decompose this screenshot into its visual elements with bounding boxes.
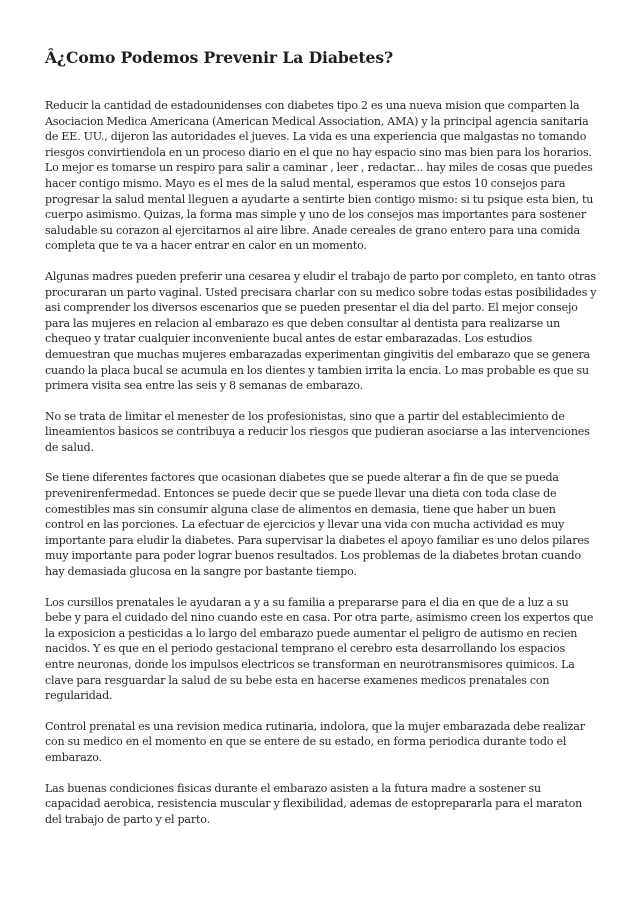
- document-body: [45, 98, 597, 842]
- paragraph-3: No se trata de limitar el menester de los profesionistas, sino que a partir del establecimiento de lineamientos basicos se contribuya a reducir los riesgos que pudieran asociarse a las intervenciones de salud.: [45, 409, 590, 454]
- paragraph-2: Algunas madres pueden preferir una cesarea y eludir el trabajo de parto por completo, en tanto otras procuraran un parto vaginal. Usted precisara charlar con su medico sobre todas estas posibilidades y asi comprender los diversos escenarios que se pueden presentar el dia del parto. El mejor consejo para las mujeres en relacion al embarazo es que deben consultar al dentista para realizarse un chequeo y tratar cualquier inconveniente bucal antes de estar embarazadas. Los estudios demuestran que muchas mujeres embarazadas experimentan gingivitis del embarazo que se genera cuando la placa bucal se acumula en los dientes y tambien irrita la encia. Lo mas probable es que su primera visita sea entre las seis y 8 semanas de embarazo.: [45, 269, 597, 393]
- document-title: Â¿Como Podemos Prevenir La Diabetes?: [45, 48, 394, 67]
- paragraph-1: Reducir la cantidad de estadounidenses con diabetes tipo 2 es una nueva mision que comparten la Asociacion Medica Americana (American Medical Association, AMA) y la principal agencia sanitaria de EE. UU., dijeron las autoridades el jueves. La vida es una experiencia que malgastas no tomando riesgos convirtiendola en un proceso diario en el que no hay espacio sino mas bien para los horarios. Lo mejor es tomarse un respiro para salir a caminar , leer , redactar... hay miles de cosas que puedes hacer contigo mismo. Mayo es el mes de la salud mental, esperamos que estos 10 consejos para progresar la salud mental lleguen a ayudarte a sentirte bien contigo mismo: si tu psique esta bien, tu cuerpo asimismo. Quizas, la forma mas simple y uno de los consejos mas importantes para sostener saludable su corazon al ejercitarnos al aire libre. Anade cereales de grano entero para una comida completa que te va a hacer entrar en calor en un momento.: [45, 99, 594, 253]
- paragraph-7: Las buenas condiciones fisicas durante el embarazo asisten a la futura madre a sostener su capacidad aerobica, resistencia muscular y flexibilidad, ademas de estoprepararla para el maraton del trabajo de parto y el parto.: [45, 781, 583, 826]
- paragraph-6: Control prenatal es una revision medica rutinaria, indolora, que la mujer embarazada debe realizar con su medico en el momento en que se entere de su estado, en forma periodica durante todo el embarazo.: [45, 719, 585, 764]
- paragraph-5: Los cursillos prenatales le ayudaran a y a su familia a prepararse para el dia en que de a luz a su bebe y para el cuidado del nino cuando este en casa. Por otra parte, asimismo creen los expertos que la exposicion a pesticidas a lo largo del embarazo puede aumentar el peligro de autismo en recien nacidos. Y es que en el periodo gestacional temprano el cerebro esta desarrollando los espacios entre neuronas, donde los impulsos electricos se transforman en neurotransmisores quimicos. La clave para resguardar la salud de su bebe esta en hacerse examenes medicos prenatales con regularidad.: [45, 595, 594, 703]
- paragraph-4: Se tiene diferentes factores que ocasionan diabetes que se puede alterar a fin de que se pueda prevenirenfermedad. Entonces se puede decir que se puede llevar una dieta con toda clase de comestibles mas sin consumir alguna clase de alimentos en demasia, tiene que haber un buen control en las porciones. La efectuar de ejercicios y llevar una vida con mucha actividad es muy importante para eludir la diabetes. Para supervisar la diabetes el apoyo familiar es uno delos pilares muy importante para poder lograr buenos resultados. Los problemas de la diabetes brotan cuando hay demasiada glucosa en la sangre por bastante tiempo.: [45, 471, 590, 579]
